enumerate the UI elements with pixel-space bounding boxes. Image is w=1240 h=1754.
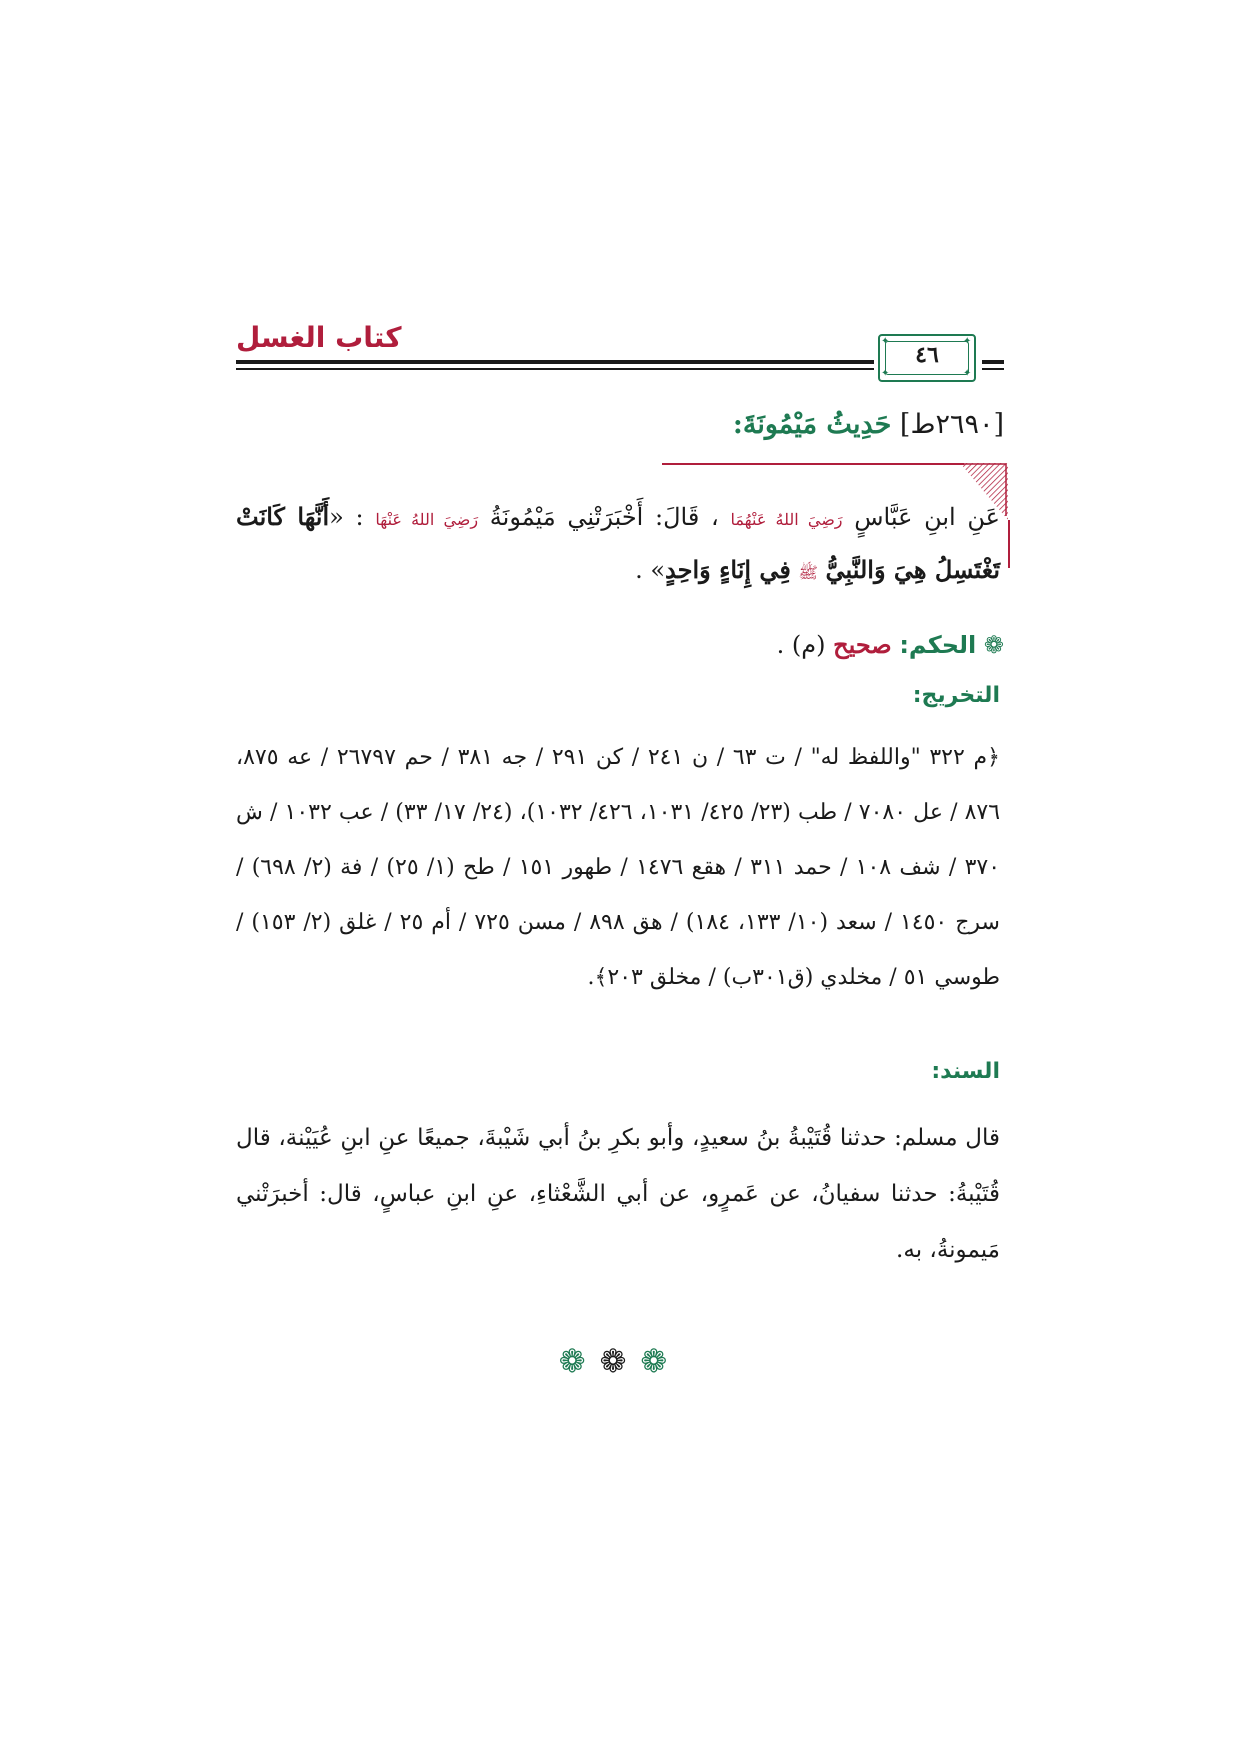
hadith-matn xyxy=(236,492,1000,622)
matn-top-line xyxy=(662,463,964,465)
honorific-glyph: رَضِيَ اللهُ عَنْهُمَا xyxy=(730,510,843,529)
hukm-label: الحكم: xyxy=(899,631,977,659)
flower-icon: ❁ xyxy=(558,1342,600,1380)
matn-text: ، قَالَ: أَخْبَرَتْنِي مَيْمُونَةُ xyxy=(489,503,719,531)
honorific-glyph: رَضِيَ اللهُ عَنْهَا xyxy=(375,510,479,529)
matn-quote: أَنَّهَا كَانَتْ تَغْتَسِلُ هِيَ وَالنَّبِيُّ xyxy=(236,502,1000,584)
page-number-frame xyxy=(878,334,976,382)
hukm-value: صحيح xyxy=(833,630,892,659)
frame-corner-ornament: ✦ xyxy=(881,368,890,379)
header-rule-thin-right xyxy=(982,368,1004,370)
matn-quote: فِي إِنَاءٍ وَاحِدٍ xyxy=(665,555,791,584)
sanad-label: السند: xyxy=(931,1059,1000,1084)
matn-text: عَنِ ابنِ عَبَّاسٍ xyxy=(854,503,1000,531)
page-number: ٤٦ xyxy=(915,342,939,368)
flower-icon: ❁ xyxy=(983,631,1004,659)
book-title: كتاب الغسل xyxy=(236,321,402,354)
hukm-line xyxy=(600,622,1004,668)
hukm-suffix: (م) . xyxy=(776,631,826,659)
sanad-text: قال مسلم: حدثنا قُتَيْبةُ بنُ سعيدٍ، وأبو بكرِ بنُ أبي شَيْبةَ، جميعًا عنِ ابنِ عُيَيْنة، قال قُتَيْبةُ: حدثنا سفيانُ، عن عَمرٍو، عن أبي الشَّعْثاءِ، عنِ ابنِ عباسٍ، قال: أخبرَتْني مَيمونةُ، به. xyxy=(236,1125,1000,1263)
takhrij-label: التخريج: xyxy=(912,683,1000,708)
hadith-number: [٢٦٩٠ط] xyxy=(899,409,1004,440)
frame-corner-ornament: ✦ xyxy=(963,368,972,379)
flower-icon: ❁ xyxy=(640,1342,682,1380)
matn-side-line xyxy=(1008,520,1010,568)
section-end-ornament xyxy=(520,1336,720,1386)
header-rule-thin xyxy=(236,368,874,370)
flower-icon: ❁ xyxy=(599,1342,641,1380)
header-rule-thick xyxy=(236,360,874,364)
frame-corner-ornament: ✦ xyxy=(963,336,972,347)
matn-text: » . xyxy=(635,556,666,584)
honorific-glyph: ﷺ xyxy=(798,563,818,582)
frame-corner-ornament: ✦ xyxy=(881,336,890,347)
matn-text: : « xyxy=(329,503,364,531)
hadith-title: حَدِيثُ مَيْمُونَةَ: xyxy=(732,409,892,440)
takhrij-text: ﴿م ٣٢٢ "واللفظ له" / ت ٦٣ / ن ٢٤١ / كن ٢٩١ / جه ٣٨١ / حم ٢٦٧٩٧ / عه ٨٧٥، ٨٧٦ / عل ٧٠٨٠ / طب (٢٣/ ٤٢٥/ ١٠٣١، ٤٢٦/ ١٠٣٢)، (٢٤/ ١٧/ ٣٣) / عب ١٠٣٢ / ش ٣٧٠ / شف ١٠٨ / حمد ٣١١ / هقع ١٤٧٦ / طهور ١٥١ / طح (١/ ٢٥) / فة (٢/ ٦٩٨) / سرج ١٤٥٠ / سعد (١٠/ ١٣٣، ١٨٤) / هق ٨٩٨ / مسن ٧٢٥ / أم ٢٥ / غلق (٢/ ١٥٣) / طوسي ٥١ / مخلدي (ق٣٠١ب) / مخلق ٢٠٣﴾. xyxy=(236,745,1001,990)
header-rule-thick-right xyxy=(982,360,1004,364)
hadith-heading xyxy=(600,404,1004,446)
